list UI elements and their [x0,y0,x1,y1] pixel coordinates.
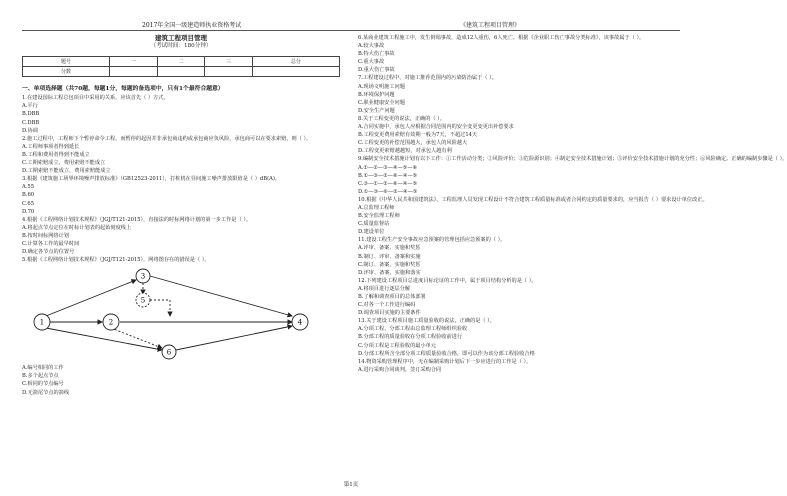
text-line: 6.某商业建筑工程施工中，发生倒塌事故，造成12人重伤，6人死亡。根据《企业职工伤亡事故分类标准》，该事故属于（ ）。 [358,35,645,41]
score-table-row [23,67,340,77]
text-line: 4.根据《工程网络计划技术规程》（JGJ/T121-2015），直接法的时标网络计划的第一步工作是（ ）。 [22,216,252,223]
text-line: D.确定各节点的位置号 [22,249,75,256]
text-line: B.了解和调查项目的总体部署 [358,294,426,300]
text-line: B.环境保护问题 [358,91,395,98]
text-line: C.工期索赔成立，费用索赔不能成立 [22,160,106,167]
text-line: 8.关于工程变更的说法，正确的（ ）。 [358,115,445,122]
network-node-label: 5 [140,296,146,305]
text-line: A.合同实施中，承包人应根据合同范围内的安全变更变更出补偿要求 [358,124,514,131]
text-line: 11.建设工程生产安全事故应急预案的管理包括应急预案的（ ）。 [358,237,506,244]
text-line: D.分部工程所含全部分项工程质量验收合格，即可以作为该分部工程验收合格 [358,350,535,357]
score-cell [157,67,205,77]
text-line: C.分项工程是工程验收的最小单元 [358,342,437,349]
text-line: A.将起点节点定位在时标计划表的起始刻度线上 [22,224,132,231]
text-line: C.制订、备案、实施和奖惩 [358,261,421,268]
text-line: C.计算各工作的最早时间 [22,240,80,247]
right-column [358,34,787,374]
text-line: D.协调 [22,127,38,134]
page-header [22,18,680,31]
header-left-text: 2017年全国一级建造师执业资格考试 [142,22,242,29]
score-cell: 题号 [23,57,110,67]
text-line: D.①—③—⑥—②—④—⑤ [358,188,418,195]
text-line: 13.关于建设工程项目施工质量验收的说法，正确的是（ ）。 [358,318,495,325]
text-line: A.较大事故 [358,43,385,50]
text-line: B.①—③—②—⑥—④—⑤ [358,172,418,179]
question-lines-top [22,94,340,264]
network-node [292,314,308,330]
text-line: B.特大伤亡事故 [358,51,395,58]
text-line: 2.施工过程中，工程师下个暂停命令工程，而暂停的起因并非承包商违约或承包商应负风险，承包商可以在要求索赔，则（ ）。 [22,135,312,142]
text-line: A.将项目进行逐层分解 [358,285,411,292]
network-node [162,345,176,359]
network-arrow [150,276,292,316]
text-line: D.工期索赔不能成立，费用索赔能成立 [22,168,111,175]
score-cell: 三 [205,57,253,67]
network-node-label: 2 [108,318,114,327]
text-line: B.DBB [22,111,40,118]
text-line: 14.物资采购管理程序中，无在编制采购计划后下一步应进行的工作是（ ）。 [358,358,532,365]
text-line: A.评审、备案、实施和奖惩 [358,245,421,252]
text-line: A.总监理工程师 [358,204,395,211]
text-line: D.重大伤亡事故 [358,67,395,74]
network-node [103,314,119,330]
header-right-text: 《建筑工程项目管理》 [459,22,520,29]
score-cell: 总分 [252,57,339,67]
text-line: C.职业健康安全问题 [358,99,405,106]
text-line: 5.根据《工程网络计划技术规程》（JGJ/T121-2015），网络图存在的错误是（ ）。 [22,257,210,264]
text-line: C.重大事故 [358,59,385,66]
network-node-label: 3 [140,272,146,281]
text-line: 9.编制安全技术措施计划有以下工作：①工作活动分类；②风险评价；③危险源识别；④制定安全技术措施计划；⑤评价安全技术措施计划的充分性；⑥风险确定。正确的编制步骤是（ ）。 [358,156,787,163]
network-arrow [46,280,136,316]
network-node-label: 1 [39,318,45,327]
text-line: D.调查项目实施的主要条件 [358,310,421,317]
text-line: C.工程变更的补偿范围越大，承包人的风险越大 [358,140,468,147]
network-node [136,269,150,283]
network-arrow [176,326,292,350]
text-line: B.60 [22,192,35,199]
network-node-label: 4 [297,318,303,327]
text-line: D.建设单位 [358,229,385,236]
score-cell: 二 [157,57,205,67]
score-cell: 分数 [23,67,110,77]
text-line: A.进行采购合同谈判，签订采购合同 [358,366,442,373]
score-cell [252,67,339,77]
text-line: B.工程变更费用索赔有效期一般为7天，不超过14天 [358,132,478,139]
text-line: A.平行 [22,103,38,110]
text-line: C.65 [22,200,35,207]
page-number: 第1页 [343,482,359,488]
text-line: 10.根据《中华人民共和国建筑法》，工程监理人员发现工程设计不符合建筑工程质量标准或者合同约定的质量要求的，应当报告（ ）要求设计单位改正。 [358,196,708,203]
text-line: D.无箭尾节点的箭线 [22,389,70,396]
text-line: C.对各一个工作进行编码 [358,302,416,309]
network-node [136,293,150,307]
text-line: A.编号相同的工作 [22,365,64,372]
text-line: A.现场文明施工问题 [358,83,405,90]
score-table [22,56,340,77]
left-column [22,34,340,397]
network-node-label: 6 [166,348,172,357]
score-cell [110,67,158,77]
text-line: D.安全生产问题 [358,107,395,114]
document-title: 建筑工程项目管理 [155,34,207,42]
text-line: A.①—②—③—④—⑤—⑥ [358,164,418,171]
text-line: B.工程和费用者得到不能成立 [22,151,90,158]
score-cell: 一 [110,57,158,67]
score-cell [205,67,253,77]
text-line: B.多个起点节点 [22,373,59,380]
network-arrow [46,328,162,350]
text-line: 12.下列建设工程项目总进度目标论证的工作中，属于项目结构分析的是（ ）。 [358,277,537,284]
text-line: A.55 [22,184,34,191]
text-line: C.质量监督站 [358,221,390,228]
text-line: 7.工程建设过程中，对施工推荐范围内的污染防治属于（ ）。 [358,75,497,82]
text-line: B.按时间标网络计划 [22,232,69,239]
text-line: A.工程师事项者得到延长 [22,143,80,150]
section-heading: 一、单项选择题（共70题，每题1分，每题的备选项中，只有1个最符合题意） [22,86,224,93]
network-diagram [22,266,340,362]
network-diagram-svg [22,266,340,362]
text-line: B.安全监理工程师 [358,213,400,220]
question-lines-bottom [22,364,340,396]
text-line: D.评审、备案、实施和落实 [358,269,421,276]
text-line: A.分项工程、分部工程由总监理工程师组织验收 [358,326,468,333]
text-line: C.相同的节点编号 [22,381,64,388]
text-line: D.70 [22,208,35,215]
text-line: C.③—①—②—⑥—④—⑤ [358,180,418,187]
text-line: B.分部工程的质量验收在分项工程验收前进行 [358,334,463,341]
document-subtitle: （考试时间：180分钟） [150,43,212,50]
network-node [34,314,50,330]
text-line: B.制订、评审、备案和实施 [358,253,421,260]
text-line: C.DBB [22,119,40,126]
score-table-row [23,57,340,67]
text-line: D.工程变更索赔越越短，对承包人越有利 [358,148,452,155]
text-line: 1.在建设国际工程总包项目中采用的关系，应该首先（ ）方式。 [22,95,169,102]
text-line: 3.根据《建筑施工场界环境噪声排放标准》（GB12523-2011），打桩机在昼间施工噪声排放限值是（ ）dB(A)。 [22,176,281,183]
